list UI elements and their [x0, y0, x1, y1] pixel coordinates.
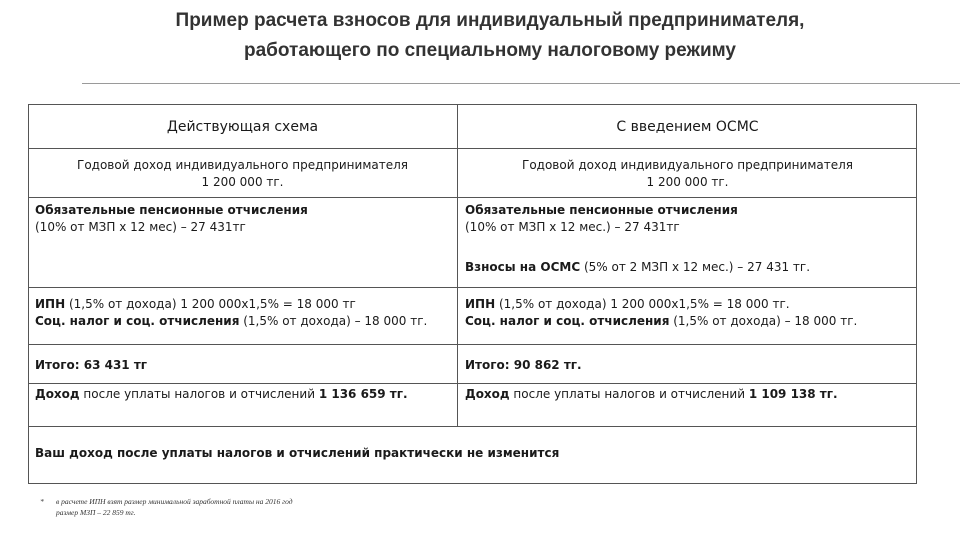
left-ipn-label: ИПН: [35, 297, 66, 311]
right-osms-label: Взносы на ОСМС: [465, 260, 581, 274]
comparison-table: [28, 104, 917, 484]
footnote-marker: *: [40, 497, 44, 506]
header-current-scheme: [28, 119, 457, 136]
right-pension-calc: (10% от МЗП х 12 мес.) – 27 431тг: [465, 220, 680, 234]
row-divider-net: [28, 426, 917, 427]
right-osms-contribution: [465, 259, 810, 276]
left-ipn-calc: (1,5% от дохода) 1 200 000х1,5% = 18 000 тг: [65, 297, 356, 311]
header-current-scheme-label: Действующая схема: [166, 119, 319, 135]
row-divider-header: [28, 148, 917, 149]
left-net-income: [35, 386, 408, 403]
left-total: [35, 357, 147, 374]
left-pension-calc: (10% от МЗП х 12 мес) – 27 431тг: [35, 220, 246, 234]
row-divider-contributions: [28, 287, 917, 288]
right-total-text: Итого: 90 862 тг.: [465, 358, 582, 372]
header-osms-scheme: [458, 119, 917, 136]
right-osms-calc: (5% от 2 МЗП х 12 мес.) – 27 431 тг.: [580, 260, 811, 274]
left-net-text: после уплаты налогов и отчислений: [79, 387, 319, 401]
right-ipn-label: ИПН: [465, 297, 496, 311]
left-total-text: Итого: 63 431 тг: [35, 358, 148, 372]
conclusion-text: Ваш доход после уплаты налогов и отчислений практически не изменится: [35, 446, 560, 460]
conclusion: [35, 445, 559, 462]
row-divider-taxes: [28, 344, 917, 345]
left-income-label: Годовой доход индивидуального предпринимателя: [77, 158, 408, 172]
table-border-top: [28, 104, 917, 105]
footnote-line-1: в расчете ИПН взят размер минимальной заработной платы на 2016 год: [56, 497, 293, 506]
right-total: [465, 357, 582, 374]
left-pension: [35, 202, 308, 236]
left-net-value: 1 136 659 тг.: [318, 387, 408, 401]
right-net-income: [465, 386, 838, 403]
left-taxes: [35, 296, 427, 330]
right-pension: [465, 202, 738, 236]
right-soc-label: Соц. налог и соц. отчисления: [465, 314, 670, 328]
right-income-value: 1 200 000 тг.: [646, 175, 729, 189]
footnote: [40, 496, 293, 518]
right-income-label: Годовой доход индивидуального предпринимателя: [522, 158, 853, 172]
left-soc-calc: (1,5% от дохода) – 18 000 тг.: [239, 314, 428, 328]
right-ipn-calc: (1,5% от дохода) 1 200 000х1,5% = 18 000 тг.: [495, 297, 790, 311]
slide-title-line-2: работающего по специальному налоговому режиму: [243, 40, 737, 61]
right-pension-label: Обязательные пенсионные отчисления: [465, 203, 738, 217]
row-divider-income: [28, 197, 917, 198]
header-osms-scheme-label: С введением ОСМС: [616, 119, 759, 135]
left-pension-label: Обязательные пенсионные отчисления: [35, 203, 308, 217]
left-ipn-line: [35, 296, 427, 313]
left-net-label: Доход: [35, 387, 80, 401]
right-soc-line: [465, 313, 857, 330]
slide-title-line-1: Пример расчета взносов для индивидуальный предпринимателя,: [175, 10, 805, 31]
footnote-line-2: размер МЗП – 22 859 тг.: [56, 508, 136, 517]
row-divider-total: [28, 383, 917, 384]
right-income: [458, 157, 917, 191]
right-net-value: 1 109 138 тг.: [748, 387, 838, 401]
right-taxes: [465, 296, 857, 330]
slide-title: [60, 6, 920, 66]
title-divider: [82, 83, 960, 84]
left-income-value: 1 200 000 тг.: [201, 175, 284, 189]
right-net-label: Доход: [465, 387, 510, 401]
column-divider: [457, 104, 458, 427]
right-soc-calc: (1,5% от дохода) – 18 000 тг.: [669, 314, 858, 328]
right-ipn-line: [465, 296, 857, 313]
left-income: [28, 157, 457, 191]
right-net-text: после уплаты налогов и отчислений: [509, 387, 749, 401]
left-soc-label: Соц. налог и соц. отчисления: [35, 314, 240, 328]
left-soc-line: [35, 313, 427, 330]
table-border-bottom: [28, 483, 917, 484]
